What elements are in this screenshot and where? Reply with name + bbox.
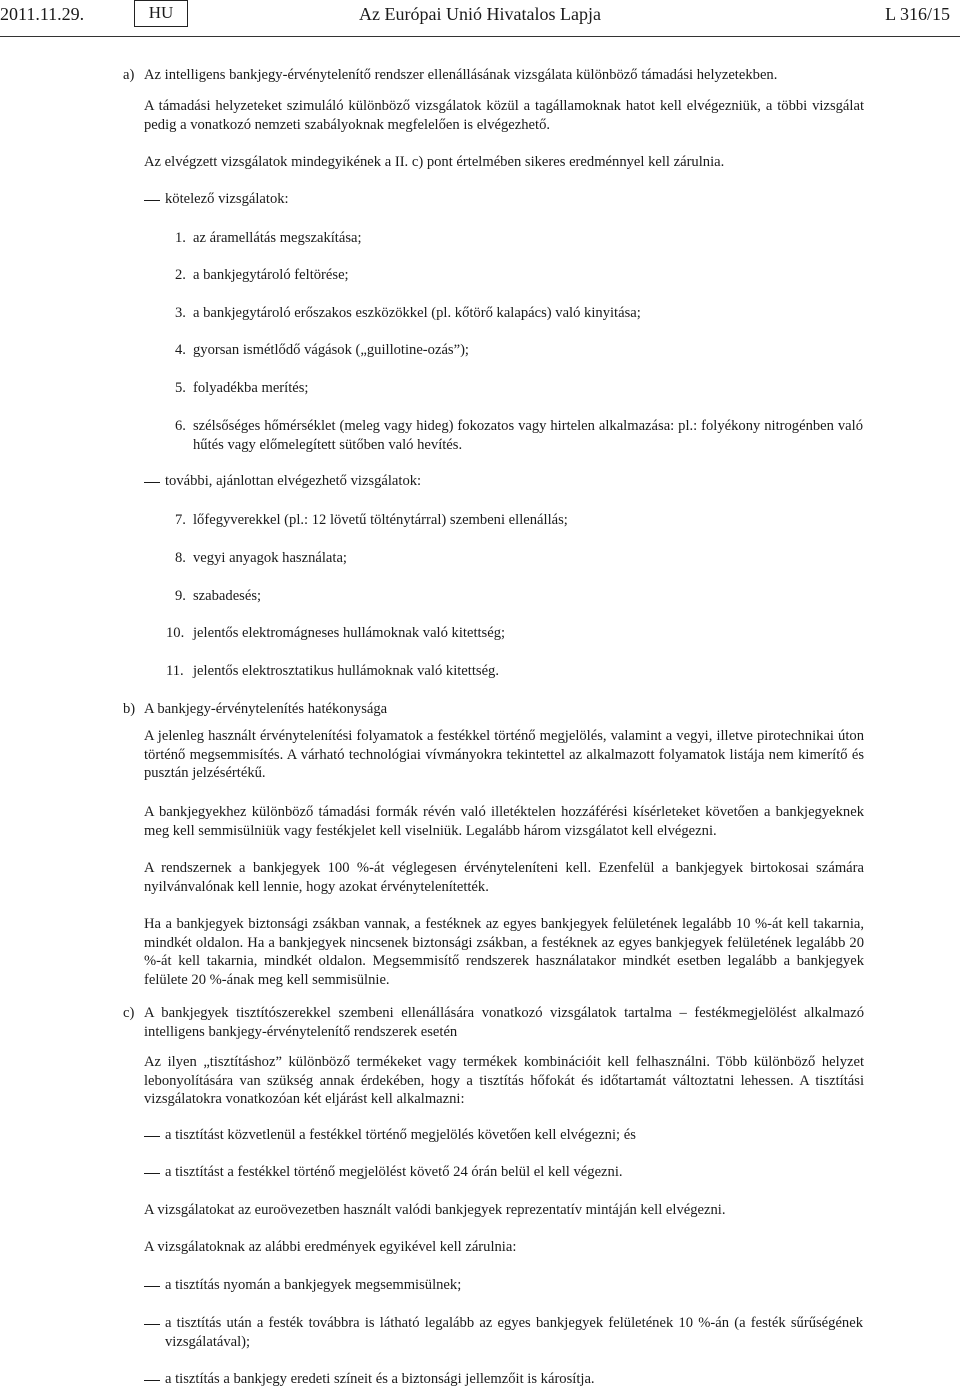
procedure-item: a tisztítást közvetlenül a festékkel történő megjelölés követően kell elvégezni; és bbox=[165, 1127, 636, 1143]
list-item-number: 6. bbox=[175, 418, 186, 434]
list-item-number: 7. bbox=[175, 512, 186, 528]
dash-marker bbox=[144, 1324, 160, 1325]
section-a-label: a) bbox=[123, 67, 135, 83]
result-item: a tisztítás nyomán a bankjegyek megsemmisülnek; bbox=[165, 1277, 462, 1293]
section-a-paragraph-2: Az elvégzett vizsgálatok mindegyikének a II. c) pont értelmében sikeres eredménnyel kell zárulnia. bbox=[144, 154, 725, 170]
list-item-number: 5. bbox=[175, 380, 186, 396]
list-item: jelentős elektrosztatikus hullámoknak való kitettség. bbox=[193, 663, 499, 679]
section-c-title: A bankjegyek tisztítószerekkel szembeni ellenállására vonatkozó vizsgálatok tartalma – festékmegjelölést alkalmazó intelligens bankjegy-érvénytelenítő rendszerek esetén bbox=[144, 1005, 864, 1040]
list-item-number: 3. bbox=[175, 305, 186, 321]
section-c-label: c) bbox=[123, 1005, 135, 1021]
dash-marker bbox=[144, 1173, 160, 1174]
list-item-number: 2. bbox=[175, 267, 186, 283]
section-b-paragraph: A jelenleg használt érvénytelenítési folyamatok a festékkel történő megjelölés, valamint a vegyi, illetve pirotechnikai úton történő megsemmisítés. A várható technológiai vívmányokra tekintettel az alkalmazott folyamatok listája nem kimerítő és pusztán jelzésértékű. bbox=[144, 728, 864, 782]
procedure-item: a tisztítást a festékkel történő megjelölést követő 24 órán belül el kell végezni. bbox=[165, 1164, 623, 1180]
dash-marker bbox=[144, 200, 160, 201]
dash-marker bbox=[144, 1380, 160, 1381]
section-b-paragraph: A rendszernek a bankjegyek 100 %-át véglegesen érvényteleníteni kell. Ezenfelül a bankjegyek birtokosai számára nyilvánvalónak kell lennie, hogy azokat érvénytelenítették. bbox=[144, 860, 864, 895]
list-item: szélsőséges hőmérséklet (meleg vagy hideg) fokozatos vagy hirtelen alkalmazása: pl.: folyékony nitrogénben való hűtés vagy előmelegített sütőben való hevítés. bbox=[193, 418, 863, 453]
list-item: az áramellátás megszakítása; bbox=[193, 230, 362, 246]
section-c-paragraph-3: A vizsgálatoknak az alábbi eredmények egyikével kell zárulnia: bbox=[144, 1239, 517, 1255]
list-item: a bankjegytároló feltörése; bbox=[193, 267, 349, 283]
journal-title: Az Európai Unió Hivatalos Lapja bbox=[359, 4, 601, 24]
section-b-title: A bankjegy-érvénytelenítés hatékonysága bbox=[144, 701, 388, 717]
list-item-number: 4. bbox=[175, 342, 186, 358]
dash-marker bbox=[144, 1136, 160, 1137]
list-item-number: 1. bbox=[175, 230, 186, 246]
result-item: a tisztítás után a festék továbbra is látható legalább az egyes bankjegyek felületének 10 %-án (a festék sűrűségének vizsgálatával); bbox=[165, 1315, 863, 1350]
list-item: folyadékba merítés; bbox=[193, 380, 309, 396]
list-item: lőfegyverekkel (pl.: 12 lövetű tölténytárral) szembeni ellenállás; bbox=[193, 512, 568, 528]
list-item-number: 8. bbox=[175, 550, 186, 566]
section-a-title: Az intelligens bankjegy-érvénytelenítő rendszer ellenállásának vizsgálata különböző támadási helyzetekben. bbox=[144, 67, 778, 83]
section-b-paragraph: Ha a bankjegyek biztonsági zsákban vannak, a festéknek az egyes bankjegyek felületének legalább 10 %-át kell takarnia, mindkét oldalon. Ha a bankjegyek nincsenek biztonsági zsákban, a festéknek az egyes bankjegyek felületének legalább 20 %-át kell takarnia, mindkét oldalon. Megsemmisítő rendszerek használatakor mindkét esetben legalább a bankjegyek felülete 20 %-ának meg kell semmisülnie. bbox=[144, 916, 864, 989]
list-item-number: 10. bbox=[166, 625, 185, 641]
list-item: szabadesés; bbox=[193, 588, 262, 604]
mandatory-tests-heading: kötelező vizsgálatok: bbox=[165, 191, 289, 207]
list-item: gyorsan ismétlődő vágások („guillotine-ozás”); bbox=[193, 342, 469, 358]
section-b-label: b) bbox=[123, 701, 136, 717]
section-c-paragraph-1: Az ilyen „tisztításhoz” különböző termékeket vagy termékek kombinációit kell felhasználni. Több különböző helyzet lebonyolítására van szükség annak érdekében, hogy a tisztítás hőfokát és időtartamát változtatni lehessen. A tisztítási vizsgálatokra vonatkozóan két eljárást kell alkalmazni: bbox=[144, 1054, 864, 1108]
section-c-paragraph-2: A vizsgálatokat az euroövezetben használt valódi bankjegyek reprezentatív mintáján kell elvégezni. bbox=[144, 1202, 726, 1218]
result-item: a tisztítás a bankjegy eredeti színeit és a biztonsági jellemzőit is károsítja. bbox=[165, 1371, 595, 1387]
list-item: jelentős elektromágneses hullámoknak való kitettség; bbox=[193, 625, 506, 641]
section-a-paragraph-1: A támadási helyzeteket szimuláló különböző vizsgálatok közül a tagállamoknak hatot kell elvégezniük, a többi vizsgálat pedig a vonatkozó nemzeti szabályoknak megfelelően is elvégezhető. bbox=[144, 98, 864, 133]
dash-marker bbox=[144, 482, 160, 483]
page-header bbox=[0, 0, 960, 38]
list-item-number: 9. bbox=[175, 588, 186, 604]
dash-marker bbox=[144, 1286, 160, 1287]
header-divider bbox=[0, 36, 960, 37]
list-item: a bankjegytároló erőszakos eszközökkel (pl. kőtörő kalapács) való kinyitása; bbox=[193, 305, 641, 321]
list-item-number: 11. bbox=[166, 663, 184, 679]
section-b-paragraph: A bankjegyekhez különböző támadási formák révén való illetéktelen hozzáférési kísérleteket követően a bankjegyeknek meg kell semmisülniük vagy festékjelet kell viselniük. Legalább három vizsgálatot kell elvégezni. bbox=[144, 804, 864, 839]
language-badge: HU bbox=[134, 0, 188, 27]
list-item: vegyi anyagok használata; bbox=[193, 550, 347, 566]
page-number: L 316/15 bbox=[885, 4, 950, 24]
optional-tests-heading: további, ajánlottan elvégezhető vizsgálatok: bbox=[165, 473, 422, 489]
publication-date: 2011.11.29. bbox=[0, 4, 85, 24]
